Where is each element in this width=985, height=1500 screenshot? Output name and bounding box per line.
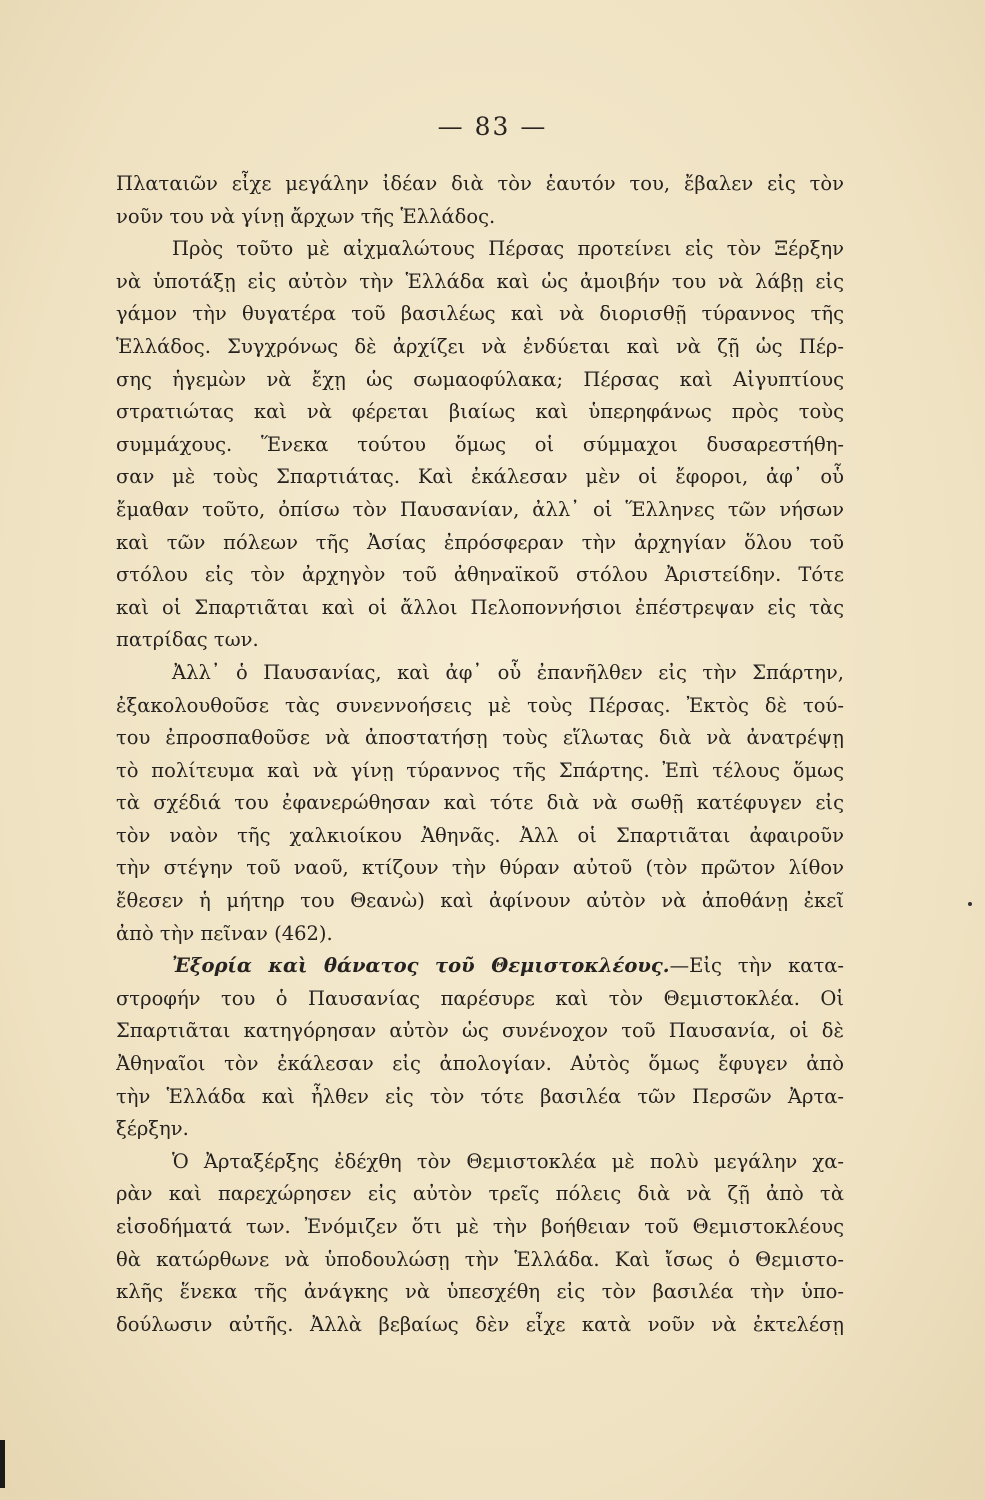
text-line: [116, 331, 844, 364]
text-line-content: —Εἰς τὴν κατα-: [669, 954, 844, 978]
text-line-content: γάμον τὴν θυγατέρα τοῦ βασιλέως καὶ νὰ διορισθῇ τύραννος τῆς: [116, 302, 844, 326]
text-line: [116, 1146, 844, 1179]
text-line-content: Πλαταιῶν εἶχε μεγάλην ἰδέαν διὰ τὸν ἑαυτόν του, ἔβαλεν εἰς τὸν: [116, 172, 844, 195]
text-line-content: νὰ ὑποτάξῃ εἰς αὐτὸν τὴν Ἑλλάδα καὶ ὡς ἀμοιβήν του νὰ λάβῃ εἰς: [116, 269, 844, 293]
text-line-content: καὶ οἱ Σπαρτιᾶται καὶ οἱ ἄλλοι Πελοποννήσιοι ἐπέστρεψαν εἰς τὰς: [116, 595, 844, 619]
text-line: [116, 1309, 844, 1342]
text-line: [116, 690, 844, 723]
section-heading: Ἐξορία καὶ θάνατος τοῦ Θεμιστοκλέους.: [172, 954, 670, 978]
text-line: [116, 396, 844, 429]
text-line: [116, 1178, 844, 1211]
text-line-content: τὴν στέγην τοῦ ναοῦ, κτίζουν τὴν θύραν αὐτοῦ (τὸν πρῶτον λίθον: [116, 856, 844, 880]
ink-speck: [968, 902, 972, 906]
text-line-content: δούλωσιν αὐτῆς. Ἀλλὰ βεβαίως δὲν εἶχε κατὰ νοῦν νὰ ἐκτελέσῃ: [116, 1312, 844, 1336]
text-line-content: κλῆς ἕνεκα τῆς ἀνάγκης νὰ ὑπεσχέθη εἰς τὸν βασιλέα τὴν ὑπο-: [116, 1280, 844, 1304]
text-line-content: στρατιώτας καὶ νὰ φέρεται βιαίως καὶ ὑπερηφάνως πρὸς τοὺς: [116, 400, 844, 424]
text-line: [116, 527, 844, 560]
text-line: [116, 885, 844, 918]
text-line: [116, 852, 844, 885]
text-line: [116, 559, 844, 592]
text-line: [116, 657, 844, 690]
text-line-content: τὴν Ἑλλάδα καὶ ἦλθεν εἰς τὸν τότε βασιλέα τῶν Περσῶν Ἀρτα-: [116, 1084, 844, 1108]
text-line: [116, 201, 844, 234]
text-line: [116, 364, 844, 397]
text-line: [116, 820, 844, 853]
text-line-content: τὸν ναὸν τῆς χαλκιοίκου Ἀθηνᾶς. Ἀλλ οἱ Σπαρτιᾶται ἀφαιροῦν: [116, 823, 844, 847]
text-line-content: Ἀλλ᾽ ὁ Παυσανίας, καὶ ἀφ᾽ οὗ ἐπανῆλθεν εἰς τὴν Σπάρτην,: [172, 660, 844, 684]
text-line: [116, 233, 844, 266]
text-line-content: Ἑλλάδος. Συγχρόνως δὲ ἀρχίζει νὰ ἐνδύεται καὶ νὰ ζῇ ὡς Πέρ-: [116, 334, 844, 358]
text-line: [116, 1015, 844, 1048]
text-line-content: ἔμαθαν τοῦτο, ὀπίσω τὸν Παυσανίαν, ἀλλ᾽ οἱ Ἕλληνες τῶν νήσων: [116, 497, 844, 521]
text-line-content: εἰσοδήματά των. Ἐνόμιζεν ὅτι μὲ τὴν βοήθειαν τοῦ Θεμιστοκλέους: [116, 1215, 844, 1238]
text-line-content: σαν μὲ τοὺς Σπαρτιάτας. Καὶ ἐκάλεσαν μὲν οἱ ἔφοροι, ἀφ᾽ οὗ: [116, 465, 844, 489]
text-line: [116, 918, 844, 951]
text-line: [116, 168, 844, 201]
text-line: [116, 461, 844, 494]
text-line-content: ξέρξην.: [116, 1117, 189, 1141]
text-line: [116, 787, 844, 820]
text-line-content: Σπαρτιᾶται κατηγόρησαν αὐτὸν ὡς συνένοχον τοῦ Παυσανία, οἱ δὲ: [116, 1019, 844, 1043]
text-line: [116, 1081, 844, 1114]
text-line-content: του ἐπροσπαθοῦσε νὰ ἀποστατήσῃ τοὺς εἵλωτας διὰ νὰ ἀνατρέψῃ: [116, 726, 844, 750]
text-line-content: ρὰν καὶ παρεχώρησεν εἰς αὐτὸν τρεῖς πόλεις διὰ νὰ ζῇ ἀπὸ τὰ: [116, 1182, 844, 1206]
text-line-content: συμμάχους. Ἕνεκα τούτου ὅμως οἱ σύμμαχοι δυσαρεστήθη-: [116, 432, 844, 456]
text-line: [116, 755, 844, 788]
text-line-content: θὰ κατώρθωνε νὰ ὑποδουλώσῃ τὴν Ἑλλάδα. Καὶ ἴσως ὁ Θεμιστο-: [116, 1247, 844, 1271]
text-line-content: ἐξακολουθοῦσε τὰς συνεννοήσεις μὲ τοὺς Πέρσας. Ἐκτὸς δὲ τού-: [116, 693, 844, 717]
text-line-content: στροφήν του ὁ Παυσανίας παρέσυρε καὶ τὸν Θεμιστοκλέα. Οἱ: [116, 986, 844, 1010]
text-line: [116, 1211, 844, 1244]
binding-edge-mark: [0, 1440, 5, 1488]
text-line-content: στόλου εἰς τὸν ἀρχηγὸν τοῦ ἀθηναϊκοῦ στόλου Ἀριστείδην. Τότε: [116, 563, 844, 587]
text-line: [116, 266, 844, 299]
text-line: [116, 429, 844, 462]
text-line: [116, 624, 844, 657]
text-line: [116, 298, 844, 331]
text-line-content: πατρίδας των.: [116, 628, 259, 652]
text-line-content: ἔθεσεν ἡ μήτηρ του Θεανὼ) καὶ ἀφίνουν αὐτὸν νὰ ἀποθάνῃ ἐκεῖ: [116, 889, 844, 913]
body-text: [116, 168, 844, 1341]
text-line-content: καὶ τῶν πόλεων τῆς Ἀσίας ἐπρόσφεραν τὴν ἀρχηγίαν ὅλου τοῦ: [116, 530, 844, 554]
text-line-content: Ἀθηναῖοι τὸν ἐκάλεσαν εἰς ἀπολογίαν. Αὐτὸς ὅμως ἔφυγεν ἀπὸ: [116, 1052, 844, 1076]
text-line: [116, 722, 844, 755]
text-line: [116, 1276, 844, 1309]
text-line: [116, 494, 844, 527]
text-line: [116, 1048, 844, 1081]
text-line: [116, 950, 844, 983]
text-line: [116, 983, 844, 1016]
text-line: [116, 1244, 844, 1277]
text-line-content: νοῦν του νὰ γίνῃ ἄρχων τῆς Ἑλλάδος.: [116, 204, 496, 228]
text-line-content: ἀπὸ τὴν πεῖναν (462).: [116, 921, 333, 945]
text-line-content: Πρὸς τοῦτο μὲ αἰχμαλώτους Πέρσας προτείνει εἰς τὸν Ξέρξην: [172, 237, 844, 261]
text-line-content: τὰ σχέδιά του ἐφανερώθησαν καὶ τότε διὰ νὰ σωθῇ κατέφυγεν εἰς: [116, 791, 844, 815]
text-line-content: Ὁ Ἀρταξέρξης ἐδέχθη τὸν Θεμιστοκλέα μὲ πολὺ μεγάλην χα-: [172, 1149, 844, 1173]
text-line: [116, 1113, 844, 1146]
text-line-content: σης ἡγεμὼν νὰ ἔχῃ ὡς σωμαοφύλακα; Πέρσας καὶ Αἰγυπτίους: [116, 367, 844, 391]
page-number: — 83 —: [437, 112, 548, 141]
text-line-content: τὸ πολίτευμα καὶ νὰ γίνῃ τύραννος τῆς Σπάρτης. Ἐπὶ τέλους ὅμως: [116, 758, 844, 782]
text-line: [116, 592, 844, 625]
